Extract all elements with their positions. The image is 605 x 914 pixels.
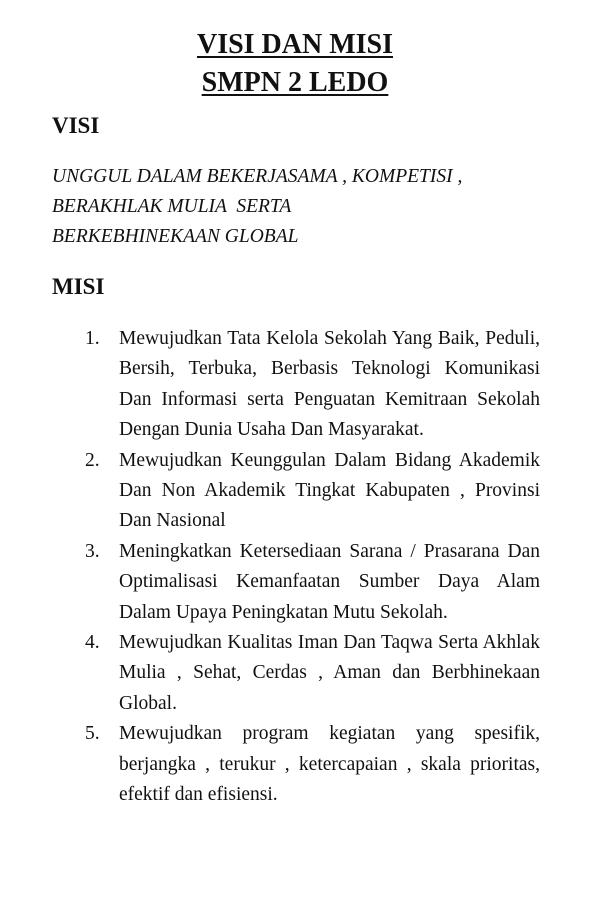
misi-item-text: Mewujudkan Kualitas Iman Dan Taqwa Serta Akhlak Mulia , Sehat, Cerdas , Aman dan Berbhinekaan Global. (119, 632, 540, 714)
visi-line: BERAKHLAK MULIA SERTA (52, 196, 292, 217)
misi-heading: MISI (52, 274, 105, 299)
misi-item-text: Meningkatkan Ketersediaan Sarana / Prasarana Dan Optimalisasi Kemanfaatan Sumber Daya Alam Dalam Upaya Peningkatan Mutu Sekolah. (119, 540, 540, 623)
visi-line: UNGGUL DALAM BEKERJASAMA , KOMPETISI , (52, 166, 463, 187)
misi-item (80, 537, 540, 628)
visi-line: BERKEBHINEKAAN GLOBAL (52, 226, 299, 247)
misi-item-number: 4. (85, 632, 100, 654)
misi-item-text: Mewujudkan Tata Kelola Sekolah Yang Baik, Peduli, Bersih, Terbuka, Berbasis Teknologi Komunikasi Dan Informasi serta Penguatan Kemitraan Sekolah Dengan Dunia Usaha Dan Masyarakat. (119, 328, 540, 441)
misi-item (80, 628, 540, 719)
misi-item (80, 719, 540, 810)
misi-item-text: Mewujudkan Keunggulan Dalam Bidang Akademik Dan Non Akademik Tingkat Kabupaten , Provinsi Dan Nasional (119, 449, 540, 532)
misi-item-number: 3. (85, 540, 100, 562)
misi-list (80, 324, 540, 811)
visi-statement (52, 162, 552, 252)
visi-heading: VISI (52, 113, 100, 138)
misi-item-number: 5. (85, 723, 100, 745)
document-title: VISI DAN MISI (196, 29, 394, 60)
misi-item-text: Mewujudkan program kegiatan yang spesifik, berjangka , terukur , ketercapaian , skala prioritas, efektif dan efisiensi. (119, 723, 540, 806)
misi-item (80, 446, 540, 537)
document-subtitle-school-name: SMPN 2 LEDO (201, 67, 389, 98)
misi-item-number: 2. (85, 449, 100, 471)
misi-item (80, 324, 540, 446)
misi-item-number: 1. (85, 328, 100, 349)
